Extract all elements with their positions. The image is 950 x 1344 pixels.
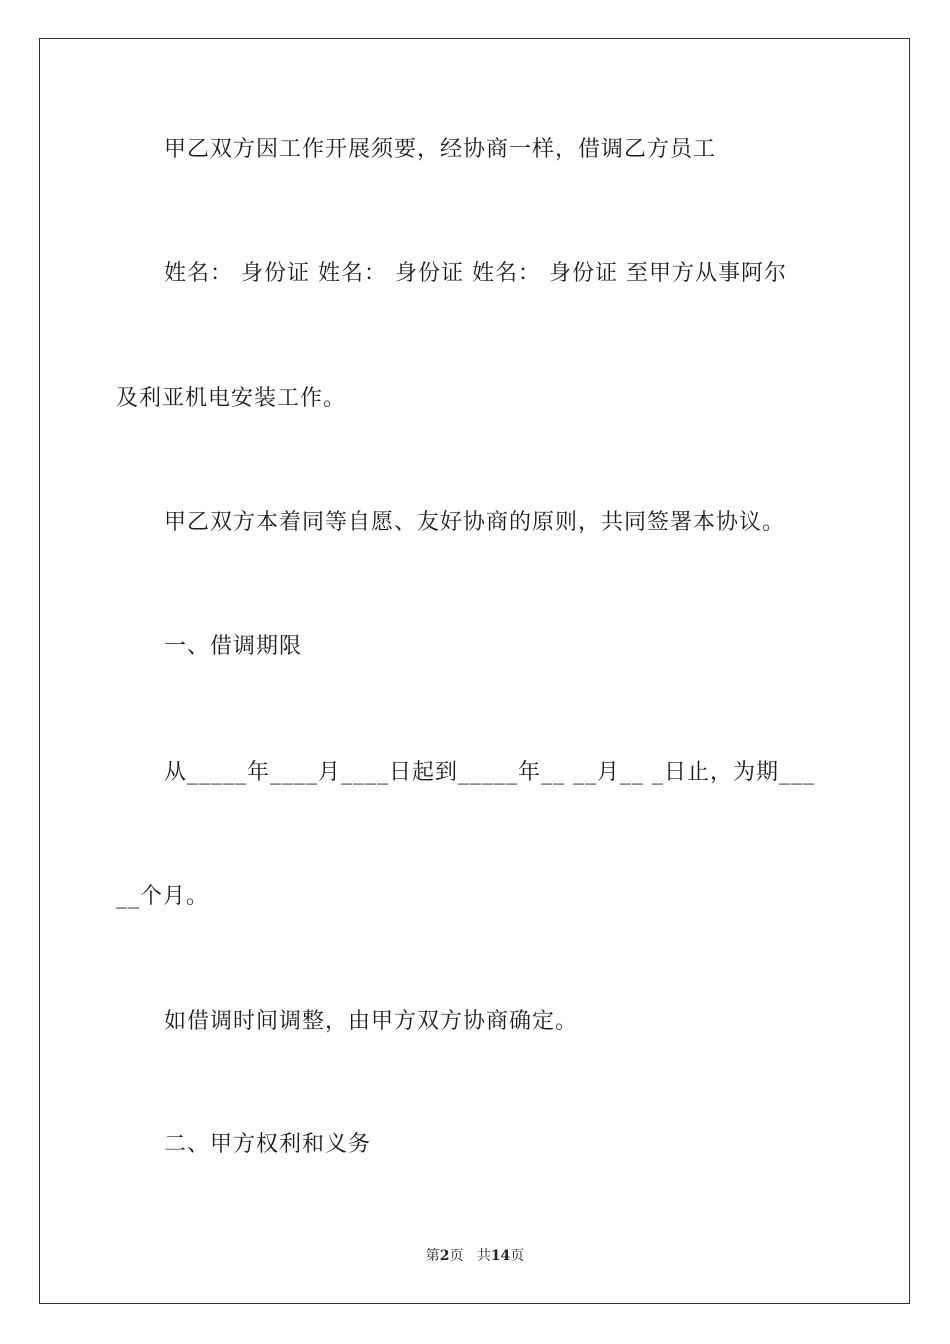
footer-page-suffix: 页 bbox=[449, 1248, 464, 1264]
footer-total-suffix: 页 bbox=[510, 1248, 525, 1264]
paragraph-loan-dates: 从_____年____月____日起到_____年__ __月__ _日止，为期___ bbox=[164, 760, 815, 785]
footer-page-number: 2 bbox=[439, 1248, 450, 1264]
paragraph-employee-names: 姓名： 身份证 姓名： 身份证 姓名： 身份证 至甲方从事阿尔 bbox=[164, 261, 787, 286]
footer-total-prefix: 共 bbox=[476, 1248, 491, 1264]
section-heading-party-a-rights: 二、甲方权利和义务 bbox=[164, 1132, 372, 1157]
paragraph-parties-intro: 甲乙双方因工作开展须要，经协商一样，借调乙方员工 bbox=[164, 137, 717, 162]
section-heading-loan-period: 一、借调期限 bbox=[164, 634, 303, 659]
footer-page-prefix: 第 bbox=[425, 1248, 440, 1264]
page-footer bbox=[0, 1247, 950, 1265]
paragraph-loan-dates-continued: __个月。 bbox=[116, 884, 210, 909]
paragraph-agreement-principle: 甲乙双方本着同等自愿、友好协商的原则，共同签署本协议。 bbox=[164, 510, 786, 535]
footer-total-pages: 14 bbox=[490, 1248, 511, 1264]
paragraph-employee-names-continued: 及利亚机电安装工作。 bbox=[116, 386, 347, 411]
page-border bbox=[39, 38, 910, 1304]
paragraph-period-adjustment: 如借调时间调整，由甲方双方协商确定。 bbox=[164, 1009, 579, 1034]
